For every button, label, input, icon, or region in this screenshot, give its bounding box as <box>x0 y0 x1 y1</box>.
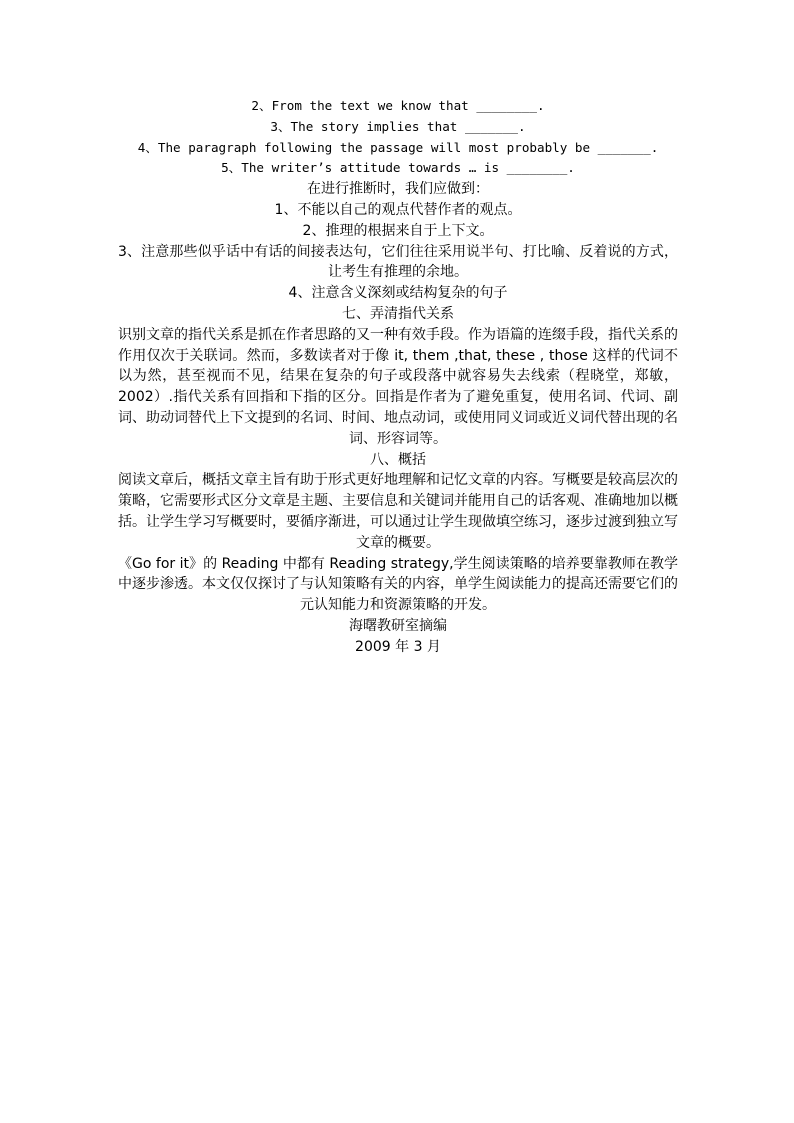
inference-rule-4: 4、注意含义深刻或结构复杂的句子 <box>288 285 508 302</box>
inference-intro: 在进行推断时，我们应做到： <box>307 181 489 198</box>
section-7-body: 识别文章的指代关系是抓在作者思路的又一种有效手段。作为语篇的连缀手段，指代关系的作用仅次于关联词。然而，多数读者对于像 it, them ,that, these , those 这样的代词不以为然，甚至视而不见，结果在复杂的句子或段落中就容易失去线索（程晓堂，郑敏，2002）.指代关系有回指和下指的区分。回指是作者为了避免重复，使用名词、代词、副词、助动词替代上下文提到的名词、时间、地点动词，或使用同义词或近义词代替出现的名词、形容词等。 <box>118 326 678 447</box>
inference-rule-1: 1、不能以自己的观点代替作者的观点。 <box>274 201 522 218</box>
section-8-body: 阅读文章后，概括文章主旨有助于形式更好地理解和记忆文章的内容。写概要是较高层次的策略，它需要形式区分文章是主题、主要信息和关键词并能用自己的话客观、准确地加以概括。让学生学习写概要时，要循序渐进，可以通过让学生现做填空练习，逐步过渡到独立写文章的概要。 <box>118 472 678 551</box>
question-pattern-4: 4、The paragraph following the passage will most probably be _______. <box>137 139 659 155</box>
document-page <box>118 96 678 658</box>
signature-author: 海曙教研室摘编 <box>349 617 447 634</box>
question-pattern-5: 5、The writer’s attitude towards … is ________. <box>221 160 575 176</box>
inference-rule-2: 2、推理的根据来自于上下文。 <box>302 222 494 239</box>
inference-rule-3: 3、注意那些似乎话中有话的间接表达句，它们往往采用说半句、打比喻、反着说的方式，让考生有推理的余地。 <box>118 243 678 281</box>
conclusion-paragraph: 《Go for it》的 Reading 中都有 Reading strategy,学生阅读策略的培养要靠教师在教学中逐步渗透。本文仅仅探讨了与认知策略有关的内容，单学生阅读能力的提高还需要它们的元认知能力和资源策略的开发。 <box>118 555 678 614</box>
question-pattern-2: 2、From the text we know that ________. <box>251 98 545 113</box>
question-pattern-3: 3、The story implies that _______. <box>270 118 526 134</box>
signature-date: 2009 年 3 月 <box>355 638 441 655</box>
section-8-heading: 八、概括 <box>370 451 426 468</box>
section-7-heading: 七、弄清指代关系 <box>342 305 454 322</box>
